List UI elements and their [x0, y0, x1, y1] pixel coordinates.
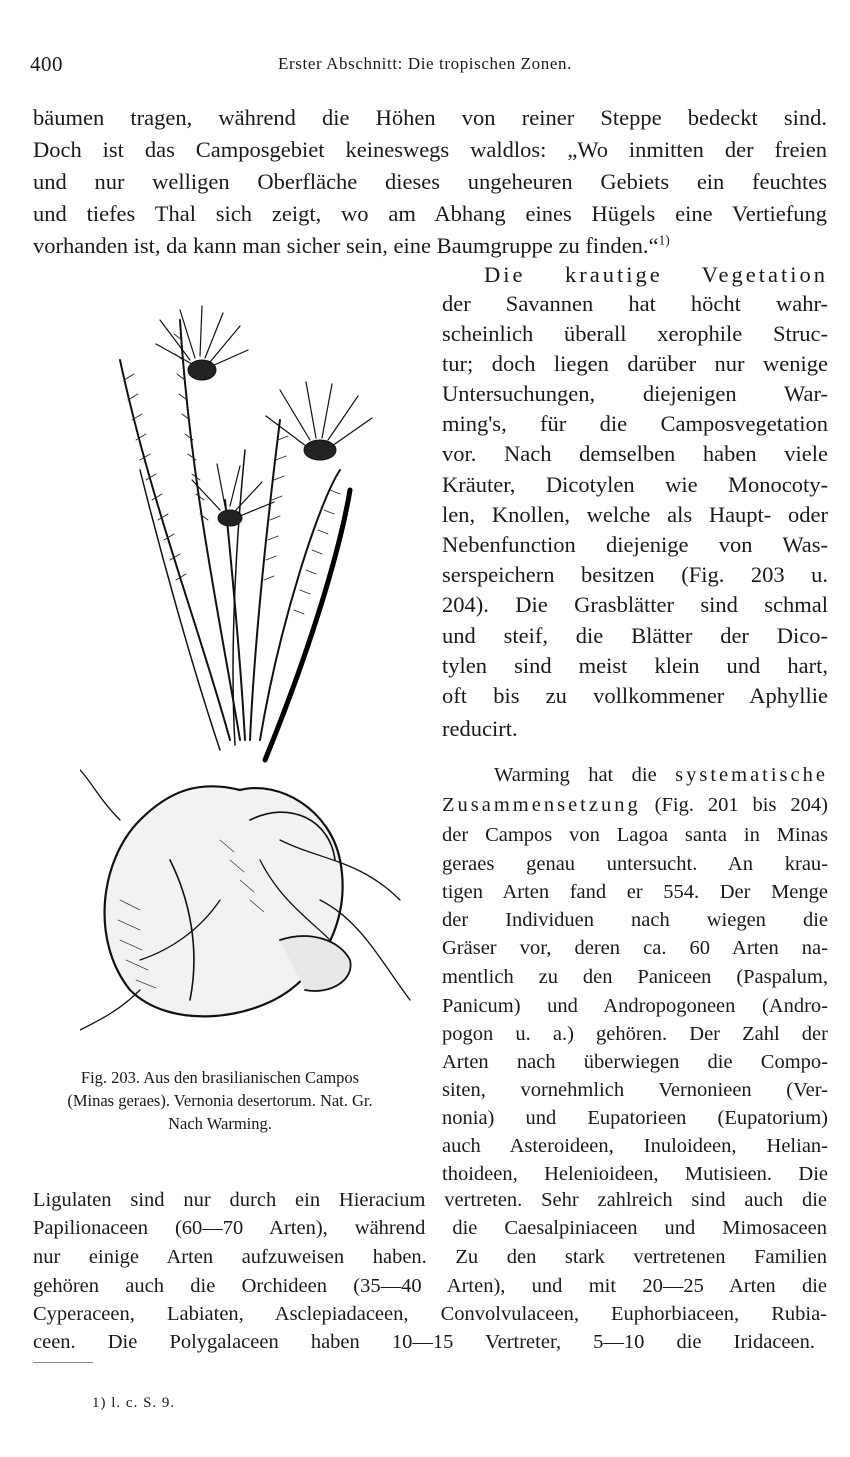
col-line: mentlich zu den Paniceen (Paspalum, — [442, 966, 828, 988]
col-line: vor. Nach demselben haben viele — [442, 441, 828, 466]
text-line: bäumen tragen, während die Höhen von reiner Steppe bedeckt sind. — [33, 105, 827, 130]
caption-line: Fig. 203. Aus den brasilianischen Campos — [80, 1068, 360, 1087]
col-line: Untersuchungen, diejenigen War- — [442, 381, 828, 406]
col-line: serspeichern besitzen (Fig. 203 u. — [442, 562, 828, 587]
col-line: Panicum) und Andropogoneen (Andro- — [442, 995, 828, 1017]
col-line: 204). Die Grasblätter sind schmal — [442, 592, 828, 617]
col-line: Arten nach überwiegen die Compo- — [442, 1051, 828, 1073]
text-line: Ligulaten sind nur durch ein Hieracium vertreten. Sehr zahlreich sind auch die — [33, 1189, 827, 1211]
col-line: oft bis zu vollkommener Aphyllie — [442, 683, 828, 708]
col-line: tigen Arten fand er 554. Der Menge — [442, 881, 828, 903]
footnote-mark: 1) — [658, 232, 670, 248]
col-line: Kräuter, Dicotylen wie Monocoty- — [442, 472, 828, 497]
text-line: gehören auch die Orchideen (35—40 Arten), und mit 20—25 Arten die — [33, 1275, 827, 1297]
caption-line: Nach Warming. — [168, 1114, 272, 1133]
col-line: pogon u. a.) gehören. Der Zahl der — [442, 1023, 828, 1045]
footnote: 1) l. c. S. 9. — [92, 1395, 176, 1411]
text-line: ceen. Die Polygalaceen haben 10—15 Vertreter, 5—10 die Iridaceen. — [33, 1331, 815, 1353]
para2-second-line — [442, 790, 828, 820]
para2-first-line — [494, 760, 828, 790]
para2-spaced-term: Zusammensetzung — [442, 794, 641, 816]
col-line: nonia) und Eupatorieen (Eupatorium) — [442, 1107, 828, 1129]
col-line: Gräser vor, deren ca. 60 Arten na- — [442, 937, 828, 959]
col-line: reducirt. — [442, 716, 518, 741]
col-line: und steif, die Blätter der Dico- — [442, 623, 828, 648]
text-line: und nur welligen Oberfläche dieses ungeheuren Gebiets ein feuchtes — [33, 169, 827, 194]
para2-spaced-term: systematische — [675, 764, 828, 786]
col-line: siten, vornehmlich Vernonieen (Ver- — [442, 1079, 828, 1101]
text-line: und tiefes Thal sich zeigt, wo am Abhang eines Hügels eine Vertiefung — [33, 201, 827, 226]
col-line: tur; doch liegen darüber nur wenige — [442, 351, 828, 376]
figure-caption — [30, 1066, 410, 1135]
col-line: der Savannen hat höcht wahr- — [442, 291, 828, 316]
para2-first-start: Warming hat die — [494, 764, 676, 786]
page-number: 400 — [30, 52, 63, 76]
text-line-content: vorhanden ist, da kann man sicher sein, eine Baumgruppe zu finden.“ — [33, 233, 659, 258]
para2-second-rest: (Fig. 201 bis 204) — [640, 794, 828, 816]
col-line: auch Asteroideen, Inuloideen, Helian- — [442, 1135, 828, 1157]
col-line: len, Knollen, welche als Haupt- oder — [442, 502, 828, 527]
text-line: Doch ist das Camposgebiet keineswegs waldlos: „Wo inmitten der freien — [33, 137, 827, 162]
text-line: nur einige Arten aufzuweisen haben. Zu den stark vertretenen Familien — [33, 1246, 827, 1268]
running-head: Erster Abschnitt: Die tropischen Zonen. — [278, 54, 572, 73]
col-line: thoideen, Helenioideen, Mutisieen. Die — [442, 1163, 828, 1185]
col-line: ming's, für die Camposvegetation — [442, 411, 828, 436]
col-line: Nebenfunction diejenige von Was- — [442, 532, 828, 557]
caption-line: (Minas geraes). Vernonia desertorum. Nat. Gr. — [67, 1091, 373, 1110]
para1-lead: Die krautige Vegetation — [484, 262, 828, 287]
col-line: scheinlich überall xerophile Struc- — [442, 321, 828, 346]
col-line: der Campos von Lagoa santa in Minas — [442, 824, 828, 846]
col-line: tylen sind meist klein und hart, — [442, 653, 828, 678]
text-line: Cyperaceen, Labiaten, Asclepiadaceen, Convolvulaceen, Euphorbiaceen, Rubia- — [33, 1303, 827, 1325]
footnote-rule — [33, 1362, 93, 1363]
col-line: geraes genau untersucht. An krau- — [442, 853, 828, 875]
col-line: der Individuen nach wiegen die — [442, 909, 828, 931]
plant-illustration — [80, 300, 420, 1040]
text-line: Papilionaceen (60—70 Arten), während die Caesalpiniaceen und Mimosaceen — [33, 1217, 827, 1239]
